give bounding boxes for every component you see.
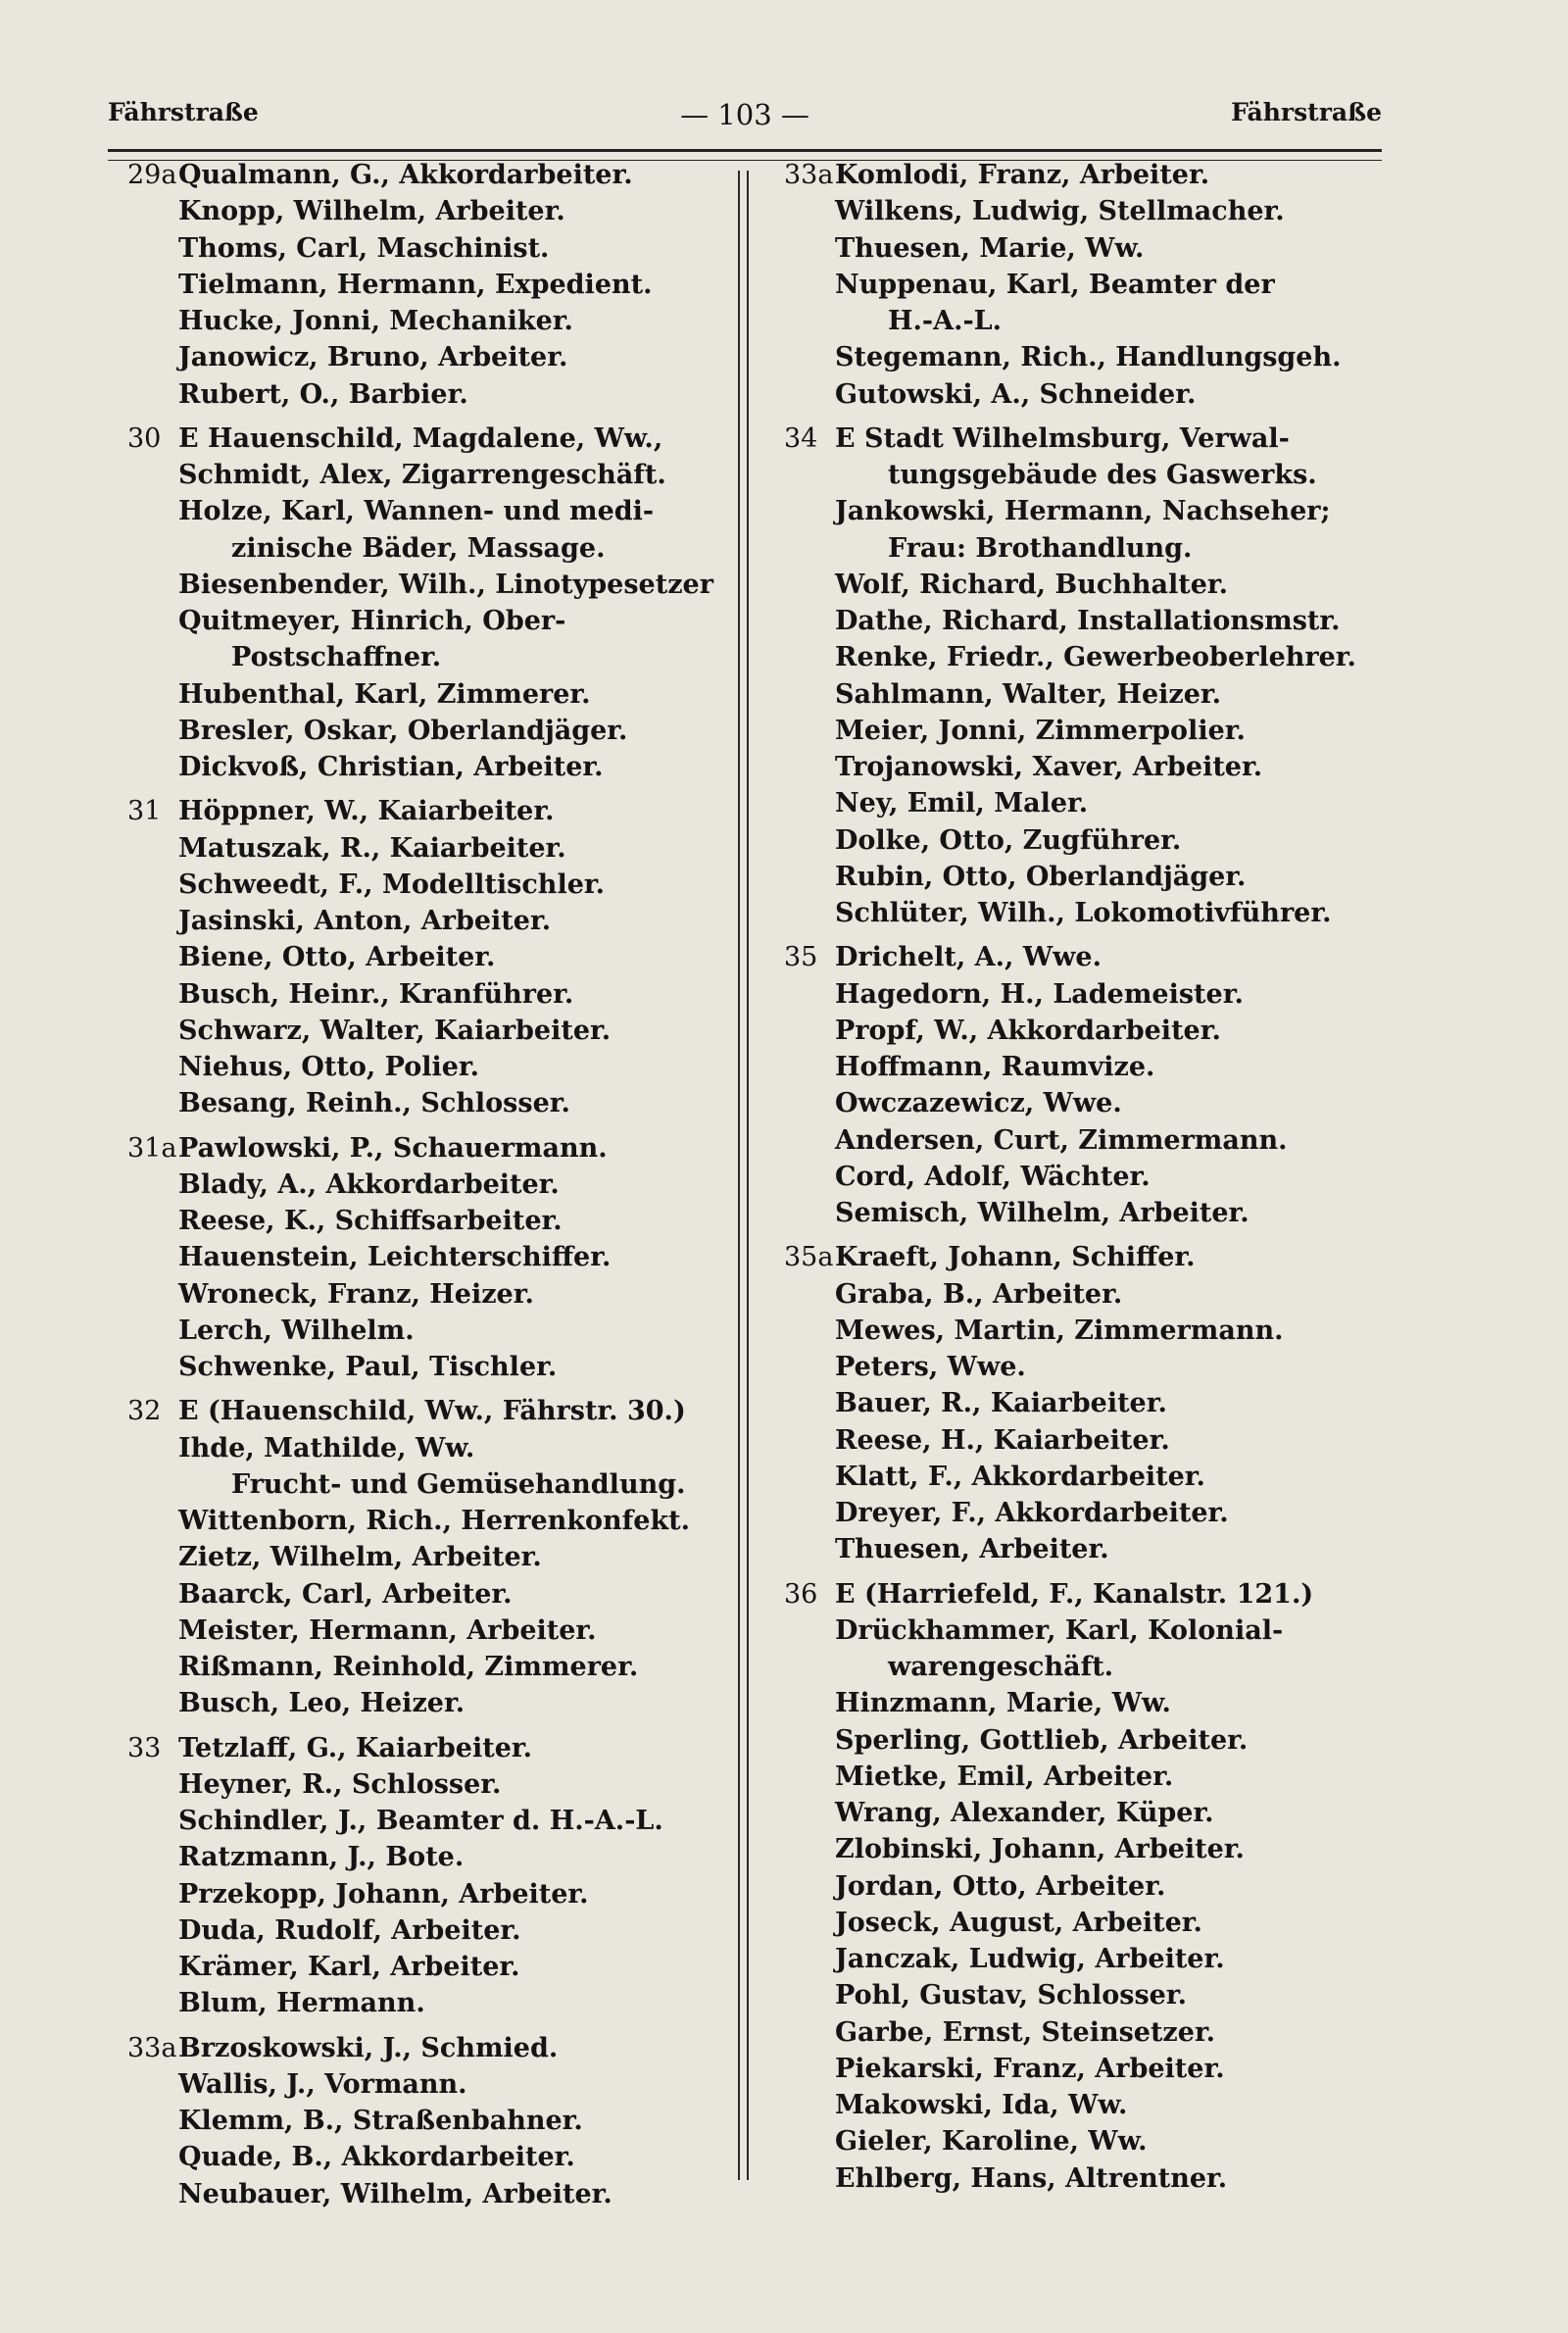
entry-gap xyxy=(127,1385,755,1393)
resident-line: Rißmann, Reinhold, Zimmerer. xyxy=(178,1652,639,1682)
resident-line: Lerch, Wilhelm. xyxy=(178,1315,415,1346)
resident-line: Ney, Emil, Maler. xyxy=(835,788,1089,819)
resident-line: Janowicz, Bruno, Arbeiter. xyxy=(178,342,568,373)
resident-line: Brzoskowski, J., Schmied. xyxy=(178,2032,559,2063)
house-entry xyxy=(127,793,755,1121)
resident-line: Peters, Wwe. xyxy=(835,1352,1026,1382)
house-entry xyxy=(784,1239,1411,1567)
resident-line: E (Harriefeld, F., Kanalstr. 121.) xyxy=(835,1578,1314,1610)
resident-line: Qualmann, G., Akkordarbeiter. xyxy=(178,160,633,190)
resident-line: Mietke, Emil, Arbeiter. xyxy=(835,1761,1174,1792)
resident-line: Pawlowski, P., Schauermann. xyxy=(178,1132,608,1164)
resident-line: Thuesen, Arbeiter. xyxy=(835,1534,1109,1565)
resident-line: Höppner, W., Kaiarbeiter. xyxy=(178,796,555,827)
running-head-left: Fährstraße xyxy=(108,98,259,126)
resident-line: Gutowski, A., Schneider. xyxy=(835,378,1197,410)
resident-line: Klatt, F., Akkordarbeiter. xyxy=(835,1461,1205,1492)
house-entry xyxy=(127,1730,755,2022)
resident-line: Schwarz, Walter, Kaiarbeiter. xyxy=(178,1015,612,1046)
resident-line: Joseck, August, Arbeiter. xyxy=(835,1907,1202,1938)
resident-line: Baarck, Carl, Arbeiter. xyxy=(178,1578,513,1610)
resident-line: Dolke, Otto, Zugführer. xyxy=(835,824,1182,856)
resident-line: Zlobinski, Johann, Arbeiter. xyxy=(835,1834,1245,1865)
house-number: 33a xyxy=(784,160,834,190)
resident-line: Tielmann, Hermann, Expedient. xyxy=(178,269,653,300)
resident-line: Biesenbender, Wilh., Linotypesetzer xyxy=(178,569,713,600)
house-entry xyxy=(784,939,1411,1231)
house-number: 31 xyxy=(127,796,162,827)
resident-line: Bresler, Oskar, Oberlandjäger. xyxy=(178,715,628,746)
resident-line: Matuszak, R., Kaiarbeiter. xyxy=(178,832,566,864)
resident-line: Thuesen, Marie, Ww. xyxy=(835,232,1145,264)
resident-line: Wittenborn, Rich., Herrenkonfekt. xyxy=(178,1506,691,1536)
house-entry xyxy=(127,157,755,413)
resident-line: Rubin, Otto, Oberlandjäger. xyxy=(835,861,1247,892)
house-entry xyxy=(127,2030,755,2212)
resident-line: Blum, Hermann. xyxy=(178,1988,425,2019)
resident-line: Duda, Rudolf, Arbeiter. xyxy=(178,1914,521,1946)
entry-gap xyxy=(127,2022,755,2030)
resident-line-continuation: Frau: Brothandlung. xyxy=(888,532,1193,564)
house-entry xyxy=(127,1393,755,1721)
resident-line: E Stadt Wilhelmsburg, Verwal- xyxy=(835,422,1290,454)
entry-gap xyxy=(784,413,1411,421)
resident-line: Jankowski, Hermann, Nachseher; xyxy=(835,496,1331,527)
resident-line: Busch, Leo, Heizer. xyxy=(178,1688,466,1719)
resident-line: Klemm, B., Straßenbahner. xyxy=(178,2106,583,2136)
entry-gap xyxy=(127,413,755,421)
resident-line: Sperling, Gottlieb, Arbeiter. xyxy=(835,1724,1249,1756)
resident-line: Wallis, J., Vormann. xyxy=(178,2068,467,2100)
resident-line: Schindler, J., Beamter d. H.-A.-L. xyxy=(178,1806,663,1836)
resident-line-continuation: H.-A.-L. xyxy=(888,306,1003,336)
resident-line: Reese, K., Schiffsarbeiter. xyxy=(178,1206,563,1236)
resident-line: Wilkens, Ludwig, Stellmacher. xyxy=(835,196,1285,227)
resident-line: Dreyer, F., Akkordarbeiter. xyxy=(835,1498,1229,1528)
right-column xyxy=(784,157,1411,2197)
page-header xyxy=(108,98,1382,137)
entry-gap xyxy=(127,785,755,793)
resident-line-continuation: Postschaffner. xyxy=(231,642,442,673)
resident-line: Wrang, Alexander, Küper. xyxy=(835,1798,1214,1828)
resident-line: Drichelt, A., Wwe. xyxy=(835,942,1102,973)
left-column xyxy=(127,157,755,2212)
resident-line: Schmidt, Alex, Zigarrengeschäft. xyxy=(178,460,666,490)
resident-line: Garbe, Ernst, Steinsetzer. xyxy=(835,2016,1216,2048)
page-number: — 103 — xyxy=(680,98,809,131)
resident-line: Schwenke, Paul, Tischler. xyxy=(178,1352,558,1382)
house-number: 32 xyxy=(127,1396,162,1427)
resident-line: Rubert, O., Barbier. xyxy=(178,378,468,410)
resident-line: Dickvoß, Christian, Arbeiter. xyxy=(178,752,604,782)
house-entry xyxy=(127,1130,755,1386)
resident-line: Blady, A., Akkordarbeiter. xyxy=(178,1168,560,1200)
resident-line-continuation: Frucht- und Gemüsehandlung. xyxy=(231,1468,686,1500)
resident-line: Ehlberg, Hans, Altrentner. xyxy=(835,2162,1228,2194)
resident-line: Schlüter, Wilh., Lokomotivführer. xyxy=(835,898,1332,928)
resident-line: Drückhammer, Karl, Kolonial- xyxy=(835,1614,1284,1646)
resident-line: Owczazewicz, Wwe. xyxy=(835,1088,1122,1119)
resident-line: E (Hauenschild, Ww., Fährstr. 30.) xyxy=(178,1396,686,1427)
resident-line: Janczak, Ludwig, Arbeiter. xyxy=(835,1944,1225,1974)
resident-line: Cord, Adolf, Wächter. xyxy=(835,1161,1151,1192)
resident-line: Mewes, Martin, Zimmermann. xyxy=(835,1315,1284,1346)
resident-line: Kraeft, Johann, Schiffer. xyxy=(835,1242,1196,1273)
resident-line: Quitmeyer, Hinrich, Ober- xyxy=(178,606,566,636)
house-number: 34 xyxy=(784,422,818,454)
resident-line: Krämer, Karl, Arbeiter. xyxy=(178,1952,520,1982)
resident-line: Hinzmann, Marie, Ww. xyxy=(835,1688,1171,1719)
resident-line: Komlodi, Franz, Arbeiter. xyxy=(835,160,1210,190)
entry-gap xyxy=(127,1722,755,1730)
entry-gap xyxy=(784,1568,1411,1576)
resident-line: Hauenstein, Leichterschiffer. xyxy=(178,1242,612,1273)
resident-line: Neubauer, Wilhelm, Arbeiter. xyxy=(178,2178,612,2209)
house-entry xyxy=(784,157,1411,413)
resident-line: Schweedt, F., Modelltischler. xyxy=(178,869,606,900)
resident-line: Makowski, Ida, Ww. xyxy=(835,2090,1128,2120)
resident-line: Hucke, Jonni, Mechaniker. xyxy=(178,306,573,336)
resident-line: Stegemann, Rich., Handlungsgeh. xyxy=(835,342,1342,373)
resident-line: Hubenthal, Karl, Zimmerer. xyxy=(178,678,591,710)
resident-line: Przekopp, Johann, Arbeiter. xyxy=(178,1878,589,1910)
resident-line: Trojanowski, Xaver, Arbeiter. xyxy=(835,752,1263,782)
house-number: 35a xyxy=(784,1242,834,1273)
entry-gap xyxy=(127,1122,755,1130)
house-number: 29a xyxy=(127,160,177,190)
resident-line: Hoffmann, Raumvize. xyxy=(835,1052,1155,1082)
house-number: 35 xyxy=(784,942,818,973)
resident-line: Wroneck, Franz, Heizer. xyxy=(178,1278,534,1310)
resident-line: Reese, H., Kaiarbeiter. xyxy=(835,1424,1170,1456)
resident-line: Besang, Reinh., Schlosser. xyxy=(178,1088,570,1119)
resident-line: Meister, Hermann, Arbeiter. xyxy=(178,1614,597,1646)
resident-line: Renke, Friedr., Gewerbeoberlehrer. xyxy=(835,642,1356,673)
running-head-right: Fährstraße xyxy=(1231,98,1382,126)
resident-line: Busch, Heinr., Kranführer. xyxy=(178,978,574,1010)
resident-line: Semisch, Wilhelm, Arbeiter. xyxy=(835,1198,1250,1228)
resident-line: Hagedorn, H., Lademeister. xyxy=(835,978,1244,1010)
resident-line-continuation: warengeschäft. xyxy=(888,1652,1114,1682)
resident-line-continuation: tungsgebäude des Gaswerks. xyxy=(888,460,1317,490)
resident-line: Knopp, Wilhelm, Arbeiter. xyxy=(178,196,565,227)
resident-line: Jordan, Otto, Arbeiter. xyxy=(835,1870,1166,1902)
resident-line: Heyner, R., Schlosser. xyxy=(178,1768,502,1800)
resident-line: Ihde, Mathilde, Ww. xyxy=(178,1432,475,1464)
resident-line: Nuppenau, Karl, Beamter der xyxy=(835,269,1275,300)
house-number: 33 xyxy=(127,1732,162,1763)
resident-line-continuation: zinische Bäder, Massage. xyxy=(231,532,606,564)
resident-line: Quade, B., Akkordarbeiter. xyxy=(178,2142,575,2173)
entry-gap xyxy=(784,1231,1411,1239)
house-entry xyxy=(127,421,755,786)
resident-line: Wolf, Richard, Buchhalter. xyxy=(835,569,1229,600)
resident-line: Piekarski, Franz, Arbeiter. xyxy=(835,2053,1225,2084)
house-number: 36 xyxy=(784,1578,818,1610)
resident-line: Ratzmann, J., Bote. xyxy=(178,1842,465,1873)
resident-line: Andersen, Curt, Zimmermann. xyxy=(835,1124,1288,1156)
resident-line: Dathe, Richard, Installationsmstr. xyxy=(835,606,1341,636)
resident-line: Biene, Otto, Arbeiter. xyxy=(178,942,496,973)
resident-line: Thoms, Carl, Maschinist. xyxy=(178,232,550,264)
house-number: 30 xyxy=(127,422,162,454)
house-entry xyxy=(784,1576,1411,2197)
house-number: 33a xyxy=(127,2032,177,2063)
house-entry xyxy=(784,421,1411,932)
resident-line: Pohl, Gustav, Schlosser. xyxy=(835,1980,1187,2011)
resident-line: Holze, Karl, Wannen- und medi- xyxy=(178,496,655,527)
resident-line: Graba, B., Arbeiter. xyxy=(835,1278,1123,1310)
house-number: 31a xyxy=(127,1132,177,1164)
resident-line: Zietz, Wilhelm, Arbeiter. xyxy=(178,1542,542,1573)
resident-line: Propf, W., Akkordarbeiter. xyxy=(835,1015,1221,1046)
resident-line: Niehus, Otto, Polier. xyxy=(178,1052,480,1082)
entry-gap xyxy=(784,931,1411,939)
resident-line: Jasinski, Anton, Arbeiter. xyxy=(178,906,552,936)
resident-line: Bauer, R., Kaiarbeiter. xyxy=(835,1388,1167,1419)
resident-line: Gieler, Karoline, Ww. xyxy=(835,2126,1148,2158)
resident-line: Sahlmann, Walter, Heizer. xyxy=(835,678,1222,710)
resident-line: Tetzlaff, G., Kaiarbeiter. xyxy=(178,1732,533,1763)
resident-line: Meier, Jonni, Zimmerpolier. xyxy=(835,715,1246,746)
resident-line: E Hauenschild, Magdalene, Ww., xyxy=(178,422,663,454)
